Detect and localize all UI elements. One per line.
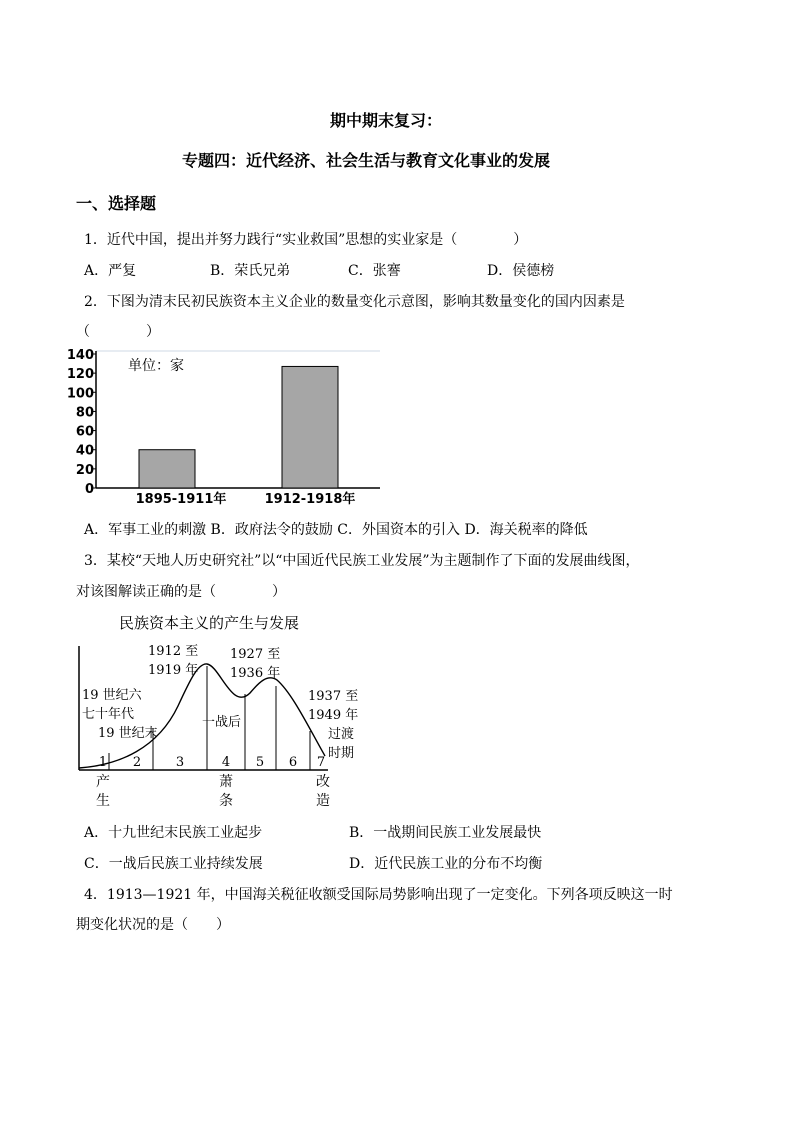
bar-1	[139, 450, 195, 488]
y-tick-label: 60	[75, 424, 94, 440]
development-curve-chart	[70, 608, 370, 813]
stage-label: 造	[316, 793, 330, 809]
y-tick-label: 140	[66, 348, 94, 363]
bar-chart	[66, 346, 386, 508]
x-tick-label: 1912-1918年	[264, 492, 356, 507]
question-4-stem-line1: 4．1913—1921 年，中国海关税征收额受国际局势影响出现了一定变化。下列各项反映这一时	[84, 887, 673, 903]
stage-label: 生	[96, 793, 110, 809]
x-tick-label: 1895-1911年	[135, 492, 227, 507]
segment-label: 3	[175, 755, 185, 770]
y-tick-label: 100	[66, 386, 94, 402]
annotation: 时期	[328, 746, 355, 761]
segment-label: 4	[221, 755, 231, 770]
segment-label: 6	[288, 755, 298, 770]
annotation: 一战后	[202, 715, 242, 730]
question-3-option-b: B．一战期间民族工业发展最快	[349, 825, 542, 841]
annotation: 19 世纪末	[98, 726, 158, 741]
y-tick-label: 20	[75, 462, 94, 478]
chart-title: 民族资本主义的产生与发展	[119, 614, 300, 632]
question-2-options: A．军事工业的刺激 B．政府法令的鼓励 C．外国资本的引入 D．海关税率的降低	[84, 522, 588, 538]
question-3-stem-line2: 对该图解读正确的是（ ）	[76, 584, 286, 600]
y-tick-label: 40	[75, 443, 94, 459]
segment-label: 1	[98, 755, 108, 770]
question-3-option-a: A．十九世纪末民族工业起步	[84, 825, 263, 841]
stage-label: 条	[219, 793, 233, 809]
unit-label: 单位：家	[128, 358, 184, 374]
question-1-option-c: C．张謇	[348, 263, 401, 279]
bar-2	[282, 366, 338, 488]
annotation: 1912 至	[148, 644, 199, 659]
annotation: 1936 年	[230, 666, 281, 681]
y-tick-label: 120	[66, 367, 94, 383]
y-tick-label: 0	[84, 482, 94, 497]
page-title: 期中期末复习：	[330, 111, 443, 130]
question-4-stem-line2: 期变化状况的是（ ）	[76, 917, 230, 933]
question-3-option-d: D．近代民族工业的分布不均衡	[349, 856, 543, 872]
question-1-stem: 1．近代中国，提出并努力践行“实业救国”思想的实业家是（ ）	[84, 232, 528, 248]
annotation: 1937 至	[308, 689, 359, 704]
stage-label: 产	[96, 774, 110, 790]
stage-label: 萧	[219, 774, 233, 790]
stage-label: 改	[316, 774, 330, 790]
y-tick-label: 80	[75, 405, 94, 421]
annotation: 过渡	[328, 727, 355, 742]
segment-label: 5	[255, 755, 265, 770]
page-subtitle: 专题四：近代经济、社会生活与教育文化事业的发展	[182, 151, 551, 170]
question-1-option-b: B．荣氏兄弟	[210, 263, 291, 279]
section-heading: 一、选择题	[76, 194, 157, 213]
segment-label: 7	[316, 755, 326, 770]
annotation: 1919 年	[148, 663, 199, 678]
annotation: 1927 至	[230, 647, 281, 662]
annotation: 1949 年	[308, 708, 359, 723]
question-1-option-a: A．严复	[84, 263, 137, 279]
segment-label: 2	[132, 755, 142, 770]
question-2-stem-line1: 2．下图为清末民初民族资本主义企业的数量变化示意图，影响其数量变化的国内因素是	[84, 294, 625, 310]
annotation: 七十年代	[82, 707, 135, 722]
question-3-option-c: C．一战后民族工业持续发展	[84, 856, 263, 872]
question-2-stem-line2: （ ）	[76, 324, 160, 340]
annotation: 19 世纪六	[82, 688, 142, 703]
question-3-stem-line1: 3．某校“天地人历史研究社”以“中国近代民族工业发展”为主题制作了下面的发展曲线图，	[84, 553, 640, 569]
question-1-option-d: D．侯德榜	[487, 263, 555, 279]
